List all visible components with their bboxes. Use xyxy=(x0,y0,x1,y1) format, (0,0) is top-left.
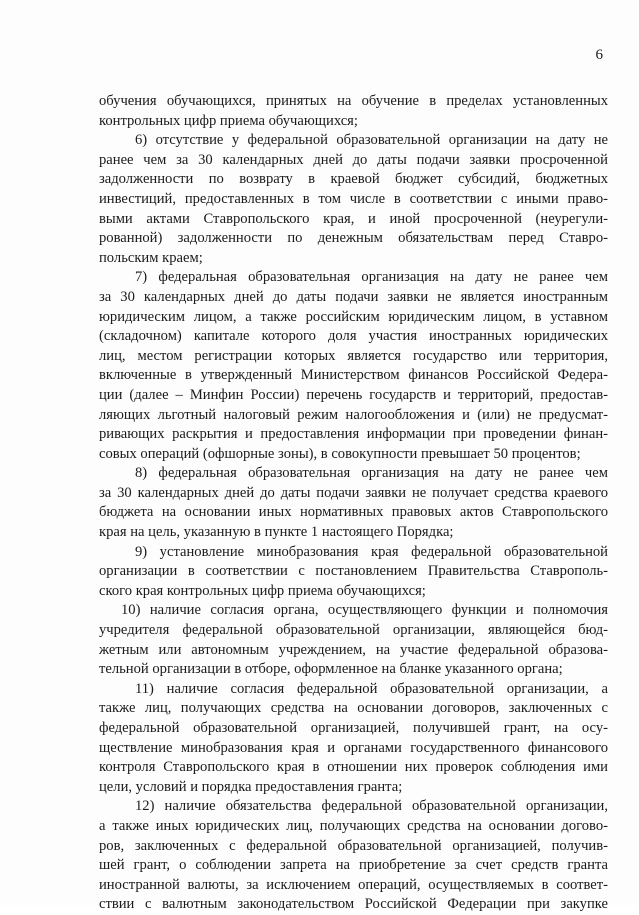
text-line: шей грант, о соблюдении запрета на приобретение за счет средств гранта xyxy=(99,857,608,874)
text-line: ского края контрольных цифр приема обучающихся; xyxy=(99,582,426,599)
document-body xyxy=(99,92,608,915)
text-line: рованной) задолженности по денежным обязательствам перед Ставро- xyxy=(99,230,608,247)
text-line: края на цель, указанную в пункте 1 настоящего Порядка; xyxy=(99,524,454,541)
text-line: учредителя федеральной образовательной организации, являющейся бюд- xyxy=(99,622,608,639)
paragraph-p12 xyxy=(99,797,608,915)
text-line: юридическим лицом, а также российским юридическим лицом, в уставном xyxy=(99,308,608,325)
text-line: также лиц, получающих средства на основании договоров, заключенных с xyxy=(99,700,608,717)
paragraph-p10 xyxy=(99,601,608,679)
text-line: за 30 календарных дней до даты подачи заявки не является иностранным xyxy=(99,288,608,305)
text-line: 11) наличие согласия федеральной образовательной организации, а xyxy=(135,680,608,697)
text-line: а также иных юридических лиц, получающих средства на основании догово- xyxy=(99,817,608,834)
text-line: организации в соответствии с постановлением Правительства Ставрополь- xyxy=(99,563,608,580)
text-line: лиц, местом регистрации которых является государство или территория, xyxy=(99,347,608,364)
text-line: 8) федеральная образовательная организация на дату не ранее чем xyxy=(135,465,608,482)
text-line: включенные в утвержденный Министерством финансов Российской Федера- xyxy=(99,367,608,384)
text-line: ции (далее – Минфин России) перечень государств и территорий, предостав- xyxy=(99,386,608,403)
text-line: 10) наличие согласия органа, осуществляющего функции и полномочия xyxy=(121,602,608,619)
text-line: иностранной валюты, за исключением операций, осуществляемых в соответ- xyxy=(99,876,608,893)
text-line: выми актами Ставропольского края, и иной просроченной (неурегули- xyxy=(99,210,608,227)
text-line: 12) наличие обязательства федеральной образовательной организации, xyxy=(135,798,608,815)
text-line: федеральной образовательной организацией, получившей грант, на осу- xyxy=(99,720,608,736)
text-line: бюджета на основании иных нормативных правовых актов Ставропольского xyxy=(99,504,608,521)
text-line: совых операций (офшорные зоны), в совокупности превышает 50 процентов; xyxy=(99,445,581,462)
text-line: инвестиций, предоставленных в том числе в соответствии с иными право- xyxy=(99,190,608,207)
paragraph-p7 xyxy=(99,268,608,464)
paragraph-p6 xyxy=(99,131,608,268)
page-number: 6 xyxy=(595,47,603,63)
text-line: задолженности по возврату в краевой бюджет субсидий, бюджетных xyxy=(99,171,608,188)
text-line: 7) федеральная образовательная организация на дату не ранее чем xyxy=(135,269,608,286)
text-line: 6) отсутствие у федеральной образовательной организации на дату не xyxy=(135,132,608,149)
text-line: контроля Ставропольского края в отношении них проверок соблюдения ими xyxy=(99,759,608,776)
text-line: за 30 календарных дней до даты подачи заявки не получает средства краевого xyxy=(99,484,608,501)
text-line: контрольных цифр приема обучающихся; xyxy=(99,112,358,129)
text-line: польским краем; xyxy=(99,249,203,266)
text-line: ранее чем за 30 календарных дней до даты подачи заявки просроченной xyxy=(99,151,608,168)
text-line: ществление минобразования края и органами государственного финансового xyxy=(99,739,608,756)
text-line: обучения обучающихся, принятых на обучение в пределах установленных xyxy=(99,93,608,109)
text-line: цели, условий и порядка предоставления гранта; xyxy=(99,778,403,795)
text-line: ствии с валютным законодательством Российской Федерации при закупке xyxy=(99,896,608,913)
text-line: тельной организации в отборе, оформленное на бланке указанного органа; xyxy=(99,661,563,678)
text-line: жетным или автономным учреждением, на участие федеральной образова- xyxy=(99,641,608,658)
text-line: ривающих раскрытия и предоставления информации при проведении финан- xyxy=(99,426,608,443)
text-line: (складочном) капитале которого доля участия иностранных юридических xyxy=(99,328,608,345)
paragraph-p11 xyxy=(99,680,608,798)
paragraph-p9 xyxy=(99,543,608,602)
text-line: ляющих льготный налоговый режим налогообложения и (или) не предусмат- xyxy=(99,406,608,423)
paragraph-p0 xyxy=(99,92,608,131)
paragraph-p8 xyxy=(99,464,608,542)
text-line: ров, заключенных с федеральной образовательной организацией, получив- xyxy=(99,837,608,854)
text-line: 9) установление минобразования края федеральной образовательной xyxy=(135,543,608,560)
